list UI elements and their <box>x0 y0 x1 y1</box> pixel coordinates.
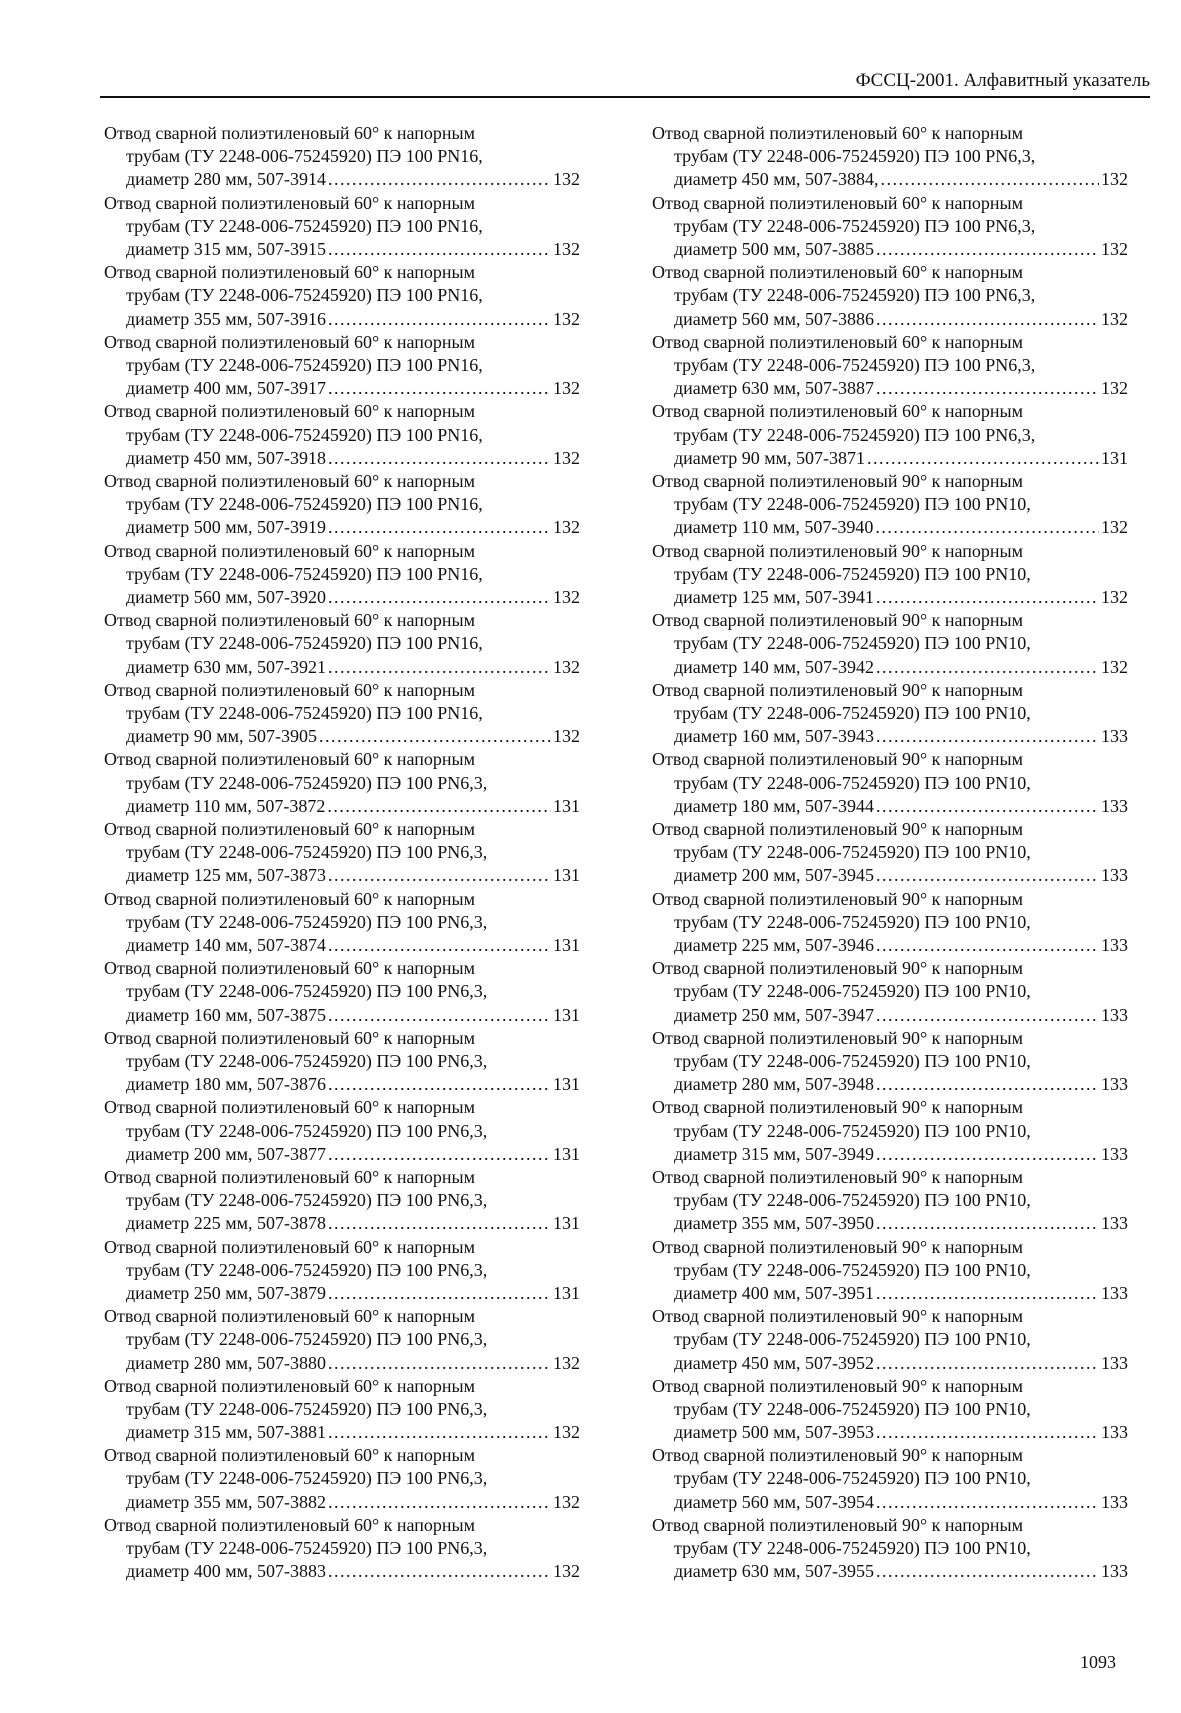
entry-page-ref: 133 <box>1101 1004 1128 1025</box>
index-entry <box>652 331 1128 401</box>
entry-title: Отвод сварной полиэтиленовый 60° к напорным <box>104 818 476 839</box>
entry-code: диаметр 400 мм, 507-3951 <box>674 1282 875 1303</box>
entry-page-ref: 132 <box>1101 586 1128 607</box>
entry-code: диаметр 315 мм, 507-3881 <box>126 1422 327 1443</box>
entry-code: диаметр 250 мм, 507-3947 <box>674 1004 875 1025</box>
entry-title: Отвод сварной полиэтиленовый 90° к напорным <box>652 679 1024 700</box>
index-entry <box>104 888 580 958</box>
entry-page-ref: 133 <box>1101 1422 1128 1443</box>
entry-code: диаметр 355 мм, 507-3882 <box>126 1491 327 1512</box>
entry-title: Отвод сварной полиэтиленовый 60° к напорным <box>104 679 476 700</box>
dot-leader <box>328 377 551 400</box>
entry-page-ref: 133 <box>1101 1213 1128 1234</box>
entry-page-ref: 131 <box>553 865 580 886</box>
index-entry <box>104 818 580 888</box>
dot-leader <box>876 1143 1099 1166</box>
entry-code-line <box>652 1352 1128 1375</box>
entry-code: диаметр 180 мм, 507-3876 <box>126 1074 327 1095</box>
entry-title: Отвод сварной полиэтиленовый 60° к напорным <box>104 610 476 631</box>
entry-title: Отвод сварной полиэтиленовый 60° к напорным <box>104 192 476 213</box>
entry-spec: трубам (ТУ 2248-006-75245920) ПЭ 100 PN16, <box>126 424 483 445</box>
entry-title: Отвод сварной полиэтиленовый 90° к напорным <box>652 1445 1024 1466</box>
entry-code-line <box>652 864 1128 887</box>
entry-code-line <box>104 864 580 887</box>
index-entry <box>104 331 580 401</box>
entry-code-line <box>652 1143 1128 1166</box>
dot-leader <box>876 1491 1099 1514</box>
entry-code: диаметр 500 мм, 507-3919 <box>126 517 327 538</box>
entry-code-line <box>652 1212 1128 1235</box>
entry-spec: трубам (ТУ 2248-006-75245920) ПЭ 100 PN6,3, <box>674 146 1036 167</box>
entry-code-line <box>104 725 580 748</box>
entry-title: Отвод сварной полиэтиленовый 60° к напорным <box>104 1027 476 1048</box>
entry-page-ref: 133 <box>1101 1074 1128 1095</box>
entry-page-ref: 132 <box>553 1352 580 1373</box>
dot-leader <box>876 795 1099 818</box>
entry-title: Отвод сварной полиэтиленовый 90° к напорным <box>652 1027 1024 1048</box>
entry-code-line <box>104 1004 580 1027</box>
entry-spec: трубам (ТУ 2248-006-75245920) ПЭ 100 PN6,3, <box>126 1259 488 1280</box>
entry-code-line <box>104 377 580 400</box>
entry-code: диаметр 450 мм, 507-3918 <box>126 447 327 468</box>
running-header: ФССЦ-2001. Алфавитный указатель <box>100 66 1150 98</box>
entry-code: диаметр 280 мм, 507-3914 <box>126 169 327 190</box>
entry-spec: трубам (ТУ 2248-006-75245920) ПЭ 100 PN10, <box>674 981 1031 1002</box>
entry-spec: трубам (ТУ 2248-006-75245920) ПЭ 100 PN6,3, <box>126 1398 488 1419</box>
entry-title: Отвод сварной полиэтиленовый 90° к напорным <box>652 749 1024 770</box>
index-entry <box>652 261 1128 331</box>
index-entry <box>652 1375 1128 1445</box>
entry-title: Отвод сварной полиэтиленовый 90° к напорным <box>652 888 1024 909</box>
dot-leader <box>319 725 551 748</box>
entry-code: диаметр 180 мм, 507-3944 <box>674 795 875 816</box>
entry-code: диаметр 630 мм, 507-3921 <box>126 656 327 677</box>
entry-code-line <box>104 238 580 261</box>
entry-code: диаметр 355 мм, 507-3950 <box>674 1213 875 1234</box>
entry-page-ref: 133 <box>1101 1282 1128 1303</box>
entry-spec: трубам (ТУ 2248-006-75245920) ПЭ 100 PN10, <box>674 1120 1031 1141</box>
index-entry <box>652 1444 1128 1514</box>
entry-title: Отвод сварной полиэтиленовый 60° к напорным <box>104 123 476 143</box>
entry-page-ref: 132 <box>553 1561 580 1582</box>
entry-code: диаметр 160 мм, 507-3875 <box>126 1004 327 1025</box>
index-entry <box>652 957 1128 1027</box>
index-entry <box>652 1166 1128 1236</box>
dot-leader <box>876 1282 1099 1305</box>
entry-spec: трубам (ТУ 2248-006-75245920) ПЭ 100 PN16, <box>126 215 483 236</box>
entry-page-ref: 131 <box>553 795 580 816</box>
entry-title: Отвод сварной полиэтиленовый 90° к напорным <box>652 818 1024 839</box>
entry-spec: трубам (ТУ 2248-006-75245920) ПЭ 100 PN10, <box>674 1259 1031 1280</box>
index-column-right <box>652 122 1128 1583</box>
entry-code-line <box>104 1073 580 1096</box>
entry-page-ref: 133 <box>1101 1143 1128 1164</box>
entry-title: Отвод сварной полиэтиленовый 90° к напорным <box>652 1236 1024 1257</box>
dot-leader <box>328 168 551 191</box>
entry-spec: трубам (ТУ 2248-006-75245920) ПЭ 100 PN6,3, <box>126 1468 488 1489</box>
entry-spec: трубам (ТУ 2248-006-75245920) ПЭ 100 PN6,3, <box>674 285 1036 306</box>
entry-page-ref: 132 <box>553 1491 580 1512</box>
index-entry <box>104 470 580 540</box>
entry-code-line <box>652 516 1128 539</box>
entry-code-line <box>104 308 580 331</box>
index-entry <box>652 470 1128 540</box>
entry-code: диаметр 125 мм, 507-3941 <box>674 586 875 607</box>
entry-code: диаметр 280 мм, 507-3880 <box>126 1352 327 1373</box>
entry-page-ref: 133 <box>1101 1352 1128 1373</box>
entry-title: Отвод сварной полиэтиленовый 60° к напорным <box>104 888 476 909</box>
entry-page-ref: 132 <box>1101 378 1128 399</box>
dot-leader <box>876 1560 1099 1583</box>
dot-leader <box>328 447 551 470</box>
entry-title: Отвод сварной полиэтиленовый 60° к напорным <box>104 1375 476 1396</box>
dot-leader <box>876 934 1099 957</box>
index-entry <box>104 1096 580 1166</box>
dot-leader <box>876 1004 1099 1027</box>
entry-code: диаметр 500 мм, 507-3953 <box>674 1422 875 1443</box>
entry-code: диаметр 200 мм, 507-3945 <box>674 865 875 886</box>
entry-title: Отвод сварной полиэтиленовый 60° к напорным <box>104 331 476 352</box>
entry-spec: трубам (ТУ 2248-006-75245920) ПЭ 100 PN10, <box>674 633 1031 654</box>
entry-code: диаметр 500 мм, 507-3885 <box>674 239 875 259</box>
dot-leader <box>328 1143 551 1166</box>
entry-code-line <box>104 934 580 957</box>
index-entry <box>652 122 1128 192</box>
index-entry <box>104 261 580 331</box>
index-entry <box>104 1027 580 1097</box>
entry-page-ref: 132 <box>553 1422 580 1443</box>
entry-page-ref: 132 <box>553 447 580 468</box>
entry-spec: трубам (ТУ 2248-006-75245920) ПЭ 100 PN10, <box>674 1190 1031 1211</box>
dot-leader <box>876 1073 1099 1096</box>
entry-code: диаметр 450 мм, 507-3884, <box>674 169 879 190</box>
entry-code-line <box>652 795 1128 818</box>
entry-code: диаметр 280 мм, 507-3948 <box>674 1074 875 1095</box>
dot-leader <box>876 377 1099 400</box>
entry-page-ref: 132 <box>553 169 580 190</box>
entry-code: диаметр 250 мм, 507-3879 <box>126 1282 327 1303</box>
index-entry <box>652 1027 1128 1097</box>
entry-spec: трубам (ТУ 2248-006-75245920) ПЭ 100 PN6,3, <box>126 1190 488 1211</box>
entry-page-ref: 132 <box>553 239 580 259</box>
entry-spec: трубам (ТУ 2248-006-75245920) ПЭ 100 PN16, <box>126 285 483 306</box>
entry-title: Отвод сварной полиэтиленовый 90° к напорным <box>652 958 1024 979</box>
entry-code: диаметр 560 мм, 507-3886 <box>674 308 875 329</box>
entry-page-ref: 132 <box>1101 656 1128 677</box>
entry-spec: трубам (ТУ 2248-006-75245920) ПЭ 100 PN10, <box>674 772 1031 793</box>
dot-leader <box>328 1421 551 1444</box>
entry-spec: трубам (ТУ 2248-006-75245920) ПЭ 100 PN6,3, <box>126 772 488 793</box>
entry-title: Отвод сварной полиэтиленовый 60° к напорным <box>652 192 1024 213</box>
entry-code-line <box>104 168 580 191</box>
dot-leader <box>328 864 551 887</box>
entry-code: диаметр 90 мм, 507-3871 <box>674 447 866 468</box>
entry-spec: трубам (ТУ 2248-006-75245920) ПЭ 100 PN16, <box>126 633 483 654</box>
entry-code-line <box>104 447 580 470</box>
dot-leader <box>328 586 551 609</box>
entry-title: Отвод сварной полиэтиленовый 60° к напорным <box>104 1166 476 1187</box>
entry-code: диаметр 110 мм, 507-3940 <box>674 517 874 538</box>
index-entry <box>652 1305 1128 1375</box>
index-entry <box>652 888 1128 958</box>
entry-spec: трубам (ТУ 2248-006-75245920) ПЭ 100 PN16, <box>126 354 483 375</box>
entry-spec: трубам (ТУ 2248-006-75245920) ПЭ 100 PN10, <box>674 1050 1031 1071</box>
dot-leader <box>876 656 1099 679</box>
entry-code-line <box>652 377 1128 400</box>
entry-spec: трубам (ТУ 2248-006-75245920) ПЭ 100 PN6,3, <box>674 354 1036 375</box>
entry-page-ref: 132 <box>553 656 580 677</box>
dot-leader <box>876 1421 1099 1444</box>
index-entry <box>104 1514 580 1584</box>
entry-spec: трубам (ТУ 2248-006-75245920) ПЭ 100 PN10, <box>674 911 1031 932</box>
entry-title: Отвод сварной полиэтиленовый 60° к напорным <box>104 540 476 561</box>
index-entry <box>104 679 580 749</box>
dot-leader <box>328 516 551 539</box>
entry-page-ref: 132 <box>553 586 580 607</box>
entry-spec: трубам (ТУ 2248-006-75245920) ПЭ 100 PN10, <box>674 563 1031 584</box>
entry-spec: трубам (ТУ 2248-006-75245920) ПЭ 100 PN6,3, <box>126 1538 488 1559</box>
entry-spec: трубам (ТУ 2248-006-75245920) ПЭ 100 PN10, <box>674 842 1031 863</box>
entry-page-ref: 132 <box>1101 239 1128 259</box>
entry-code: диаметр 315 мм, 507-3915 <box>126 239 327 259</box>
index-entry <box>652 192 1128 262</box>
entry-page-ref: 133 <box>1101 934 1128 955</box>
dot-leader <box>876 1352 1099 1375</box>
index-column-left <box>104 122 580 1583</box>
dot-leader <box>328 1212 551 1235</box>
dot-leader <box>876 586 1099 609</box>
index-entry <box>652 748 1128 818</box>
dot-leader <box>876 1212 1099 1235</box>
entry-code: диаметр 225 мм, 507-3878 <box>126 1213 327 1234</box>
entry-title: Отвод сварной полиэтиленовый 90° к напорным <box>652 540 1024 561</box>
dot-leader <box>328 308 551 331</box>
entry-page-ref: 131 <box>553 1143 580 1164</box>
index-entry <box>652 679 1128 749</box>
index-entry <box>652 818 1128 888</box>
dot-leader <box>328 1282 551 1305</box>
dot-leader <box>328 1073 551 1096</box>
entry-title: Отвод сварной полиэтиленовый 90° к напорным <box>652 1375 1024 1396</box>
entry-title: Отвод сварной полиэтиленовый 90° к напорным <box>652 1306 1024 1327</box>
entry-code-line <box>104 1352 580 1375</box>
dot-leader <box>327 795 551 818</box>
entry-page-ref: 132 <box>553 517 580 538</box>
entry-code-line <box>104 1560 580 1583</box>
entry-title: Отвод сварной полиэтиленовый 60° к напорным <box>652 401 1024 422</box>
entry-title: Отвод сварной полиэтиленовый 60° к напорным <box>104 1514 476 1535</box>
entry-code: диаметр 110 мм, 507-3872 <box>126 795 326 816</box>
index-entry <box>104 540 580 610</box>
index-entry <box>104 1166 580 1236</box>
entry-code: диаметр 630 мм, 507-3955 <box>674 1561 875 1582</box>
entry-code-line <box>652 168 1128 191</box>
entry-code-line <box>104 1282 580 1305</box>
entry-code-line <box>652 1491 1128 1514</box>
entry-spec: трубам (ТУ 2248-006-75245920) ПЭ 100 PN10, <box>674 1329 1031 1350</box>
entry-spec: трубам (ТУ 2248-006-75245920) ПЭ 100 PN10, <box>674 1538 1031 1559</box>
entry-code-line <box>652 1282 1128 1305</box>
entry-code: диаметр 125 мм, 507-3873 <box>126 865 327 886</box>
dot-leader <box>876 308 1099 331</box>
entry-code: диаметр 140 мм, 507-3874 <box>126 934 327 955</box>
entry-page-ref: 131 <box>553 1074 580 1095</box>
entry-code-line <box>652 1421 1128 1444</box>
entry-page-ref: 132 <box>1101 517 1128 538</box>
entry-page-ref: 132 <box>553 378 580 399</box>
entry-page-ref: 132 <box>1101 169 1128 190</box>
index-entry <box>652 1514 1128 1584</box>
entry-spec: трубам (ТУ 2248-006-75245920) ПЭ 100 PN16, <box>126 146 483 167</box>
index-entry <box>652 400 1128 470</box>
entry-title: Отвод сварной полиэтиленовый 60° к напорным <box>104 401 476 422</box>
entry-spec: трубам (ТУ 2248-006-75245920) ПЭ 100 PN6,3, <box>126 1050 488 1071</box>
entry-code: диаметр 355 мм, 507-3916 <box>126 308 327 329</box>
entry-spec: трубам (ТУ 2248-006-75245920) ПЭ 100 PN6,3, <box>126 842 488 863</box>
dot-leader <box>875 516 1099 539</box>
entry-code-line <box>104 656 580 679</box>
entry-title: Отвод сварной полиэтиленовый 60° к напорным <box>104 958 476 979</box>
entry-code: диаметр 160 мм, 507-3943 <box>674 726 875 747</box>
entry-title: Отвод сварной полиэтиленовый 90° к напорным <box>652 1514 1024 1535</box>
index-entry <box>104 192 580 262</box>
index-entry <box>104 1305 580 1375</box>
entry-code-line <box>652 934 1128 957</box>
entry-spec: трубам (ТУ 2248-006-75245920) ПЭ 100 PN16, <box>126 494 483 515</box>
entry-title: Отвод сварной полиэтиленовый 90° к напорным <box>652 1166 1024 1187</box>
entry-title: Отвод сварной полиэтиленовый 90° к напорным <box>652 1097 1024 1118</box>
entry-code-line <box>652 308 1128 331</box>
page-number: 1093 <box>1080 1652 1116 1672</box>
entry-page-ref: 133 <box>1101 726 1128 747</box>
entry-title: Отвод сварной полиэтиленовый 60° к напорным <box>104 1236 476 1257</box>
entry-title: Отвод сварной полиэтиленовый 60° к напорным <box>652 123 1024 143</box>
entry-spec: трубам (ТУ 2248-006-75245920) ПЭ 100 PN10, <box>674 494 1031 515</box>
index-entry <box>652 540 1128 610</box>
index-entry <box>104 957 580 1027</box>
entry-page-ref: 133 <box>1101 1561 1128 1582</box>
entry-spec: трубам (ТУ 2248-006-75245920) ПЭ 100 PN6,3, <box>126 911 488 932</box>
entry-code: диаметр 140 мм, 507-3942 <box>674 656 875 677</box>
entry-page-ref: 132 <box>553 308 580 329</box>
entry-code: диаметр 560 мм, 507-3920 <box>126 586 327 607</box>
entry-code-line <box>652 725 1128 748</box>
entry-title: Отвод сварной полиэтиленовый 60° к напорным <box>104 1097 476 1118</box>
entry-spec: трубам (ТУ 2248-006-75245920) ПЭ 100 PN6,3, <box>674 424 1036 445</box>
entry-spec: трубам (ТУ 2248-006-75245920) ПЭ 100 PN10, <box>674 702 1031 723</box>
entry-title: Отвод сварной полиэтиленовый 60° к напорным <box>104 1445 476 1466</box>
entry-code: диаметр 400 мм, 507-3883 <box>126 1561 327 1582</box>
entry-page-ref: 133 <box>1101 795 1128 816</box>
dot-leader <box>328 1491 551 1514</box>
entry-code-line <box>104 1212 580 1235</box>
entry-spec: трубам (ТУ 2248-006-75245920) ПЭ 100 PN10, <box>674 1468 1031 1489</box>
entry-page-ref: 133 <box>1101 865 1128 886</box>
dot-leader <box>328 1004 551 1027</box>
dot-leader <box>876 725 1099 748</box>
entry-spec: трубам (ТУ 2248-006-75245920) ПЭ 100 PN16, <box>126 563 483 584</box>
entry-spec: трубам (ТУ 2248-006-75245920) ПЭ 100 PN16, <box>126 702 483 723</box>
index-entry <box>104 1375 580 1445</box>
entry-code: диаметр 630 мм, 507-3887 <box>674 378 875 399</box>
entry-page-ref: 132 <box>553 726 580 747</box>
index-entry <box>652 1236 1128 1306</box>
entry-title: Отвод сварной полиэтиленовый 90° к напорным <box>652 610 1024 631</box>
dot-leader <box>881 168 1099 191</box>
entry-title: Отвод сварной полиэтиленовый 90° к напорным <box>652 470 1024 491</box>
entry-page-ref: 131 <box>553 934 580 955</box>
dot-leader <box>328 1560 551 1583</box>
entry-code: диаметр 200 мм, 507-3877 <box>126 1143 327 1164</box>
index-entry <box>652 1096 1128 1166</box>
entry-spec: трубам (ТУ 2248-006-75245920) ПЭ 100 PN6,3, <box>126 1329 488 1350</box>
entry-code: диаметр 560 мм, 507-3954 <box>674 1491 875 1512</box>
entry-code-line <box>652 238 1128 261</box>
entry-page-ref: 131 <box>553 1213 580 1234</box>
index-entry <box>104 748 580 818</box>
entry-spec: трубам (ТУ 2248-006-75245920) ПЭ 100 PN6,3, <box>126 981 488 1002</box>
entry-code-line <box>104 1143 580 1166</box>
entry-page-ref: 132 <box>1101 308 1128 329</box>
entry-code-line <box>652 656 1128 679</box>
dot-leader <box>876 238 1099 261</box>
index-entry <box>104 1444 580 1514</box>
entry-code-line <box>652 1560 1128 1583</box>
entry-code: диаметр 400 мм, 507-3917 <box>126 378 327 399</box>
index-entry <box>104 400 580 470</box>
entry-page-ref: 131 <box>553 1004 580 1025</box>
entry-code-line <box>652 1073 1128 1096</box>
dot-leader <box>328 238 551 261</box>
entry-code: диаметр 450 мм, 507-3952 <box>674 1352 875 1373</box>
entry-page-ref: 131 <box>553 1282 580 1303</box>
entry-title: Отвод сварной полиэтиленовый 60° к напорным <box>104 749 476 770</box>
entry-spec: трубам (ТУ 2248-006-75245920) ПЭ 100 PN6,3, <box>126 1120 488 1141</box>
dot-leader <box>328 656 551 679</box>
entry-code-line <box>652 586 1128 609</box>
index-entry <box>652 609 1128 679</box>
entry-code-line <box>104 516 580 539</box>
entry-title: Отвод сварной полиэтиленовый 60° к напорным <box>104 1306 476 1327</box>
dot-leader <box>328 934 551 957</box>
entry-title: Отвод сварной полиэтиленовый 60° к напорным <box>104 470 476 491</box>
entry-title: Отвод сварной полиэтиленовый 60° к напорным <box>652 262 1024 283</box>
dot-leader <box>328 1352 551 1375</box>
dot-leader <box>867 447 1099 470</box>
index-entry <box>104 1236 580 1306</box>
entry-code: диаметр 315 мм, 507-3949 <box>674 1143 875 1164</box>
entry-title: Отвод сварной полиэтиленовый 60° к напорным <box>104 262 476 283</box>
entry-spec: трубам (ТУ 2248-006-75245920) ПЭ 100 PN6,3, <box>674 215 1036 236</box>
entry-page-ref: 131 <box>1101 447 1128 468</box>
dot-leader <box>876 864 1099 887</box>
entry-code-line <box>652 1004 1128 1027</box>
entry-code: диаметр 225 мм, 507-3946 <box>674 934 875 955</box>
index-entry <box>104 122 580 192</box>
index-entry <box>104 609 580 679</box>
entry-code-line <box>652 447 1128 470</box>
entry-code-line <box>104 1491 580 1514</box>
entry-code-line <box>104 1421 580 1444</box>
entry-title: Отвод сварной полиэтиленовый 60° к напорным <box>652 331 1024 352</box>
entry-code-line <box>104 586 580 609</box>
entry-code-line <box>104 795 580 818</box>
entry-code: диаметр 90 мм, 507-3905 <box>126 726 318 747</box>
entry-spec: трубам (ТУ 2248-006-75245920) ПЭ 100 PN10, <box>674 1398 1031 1419</box>
entry-page-ref: 133 <box>1101 1491 1128 1512</box>
